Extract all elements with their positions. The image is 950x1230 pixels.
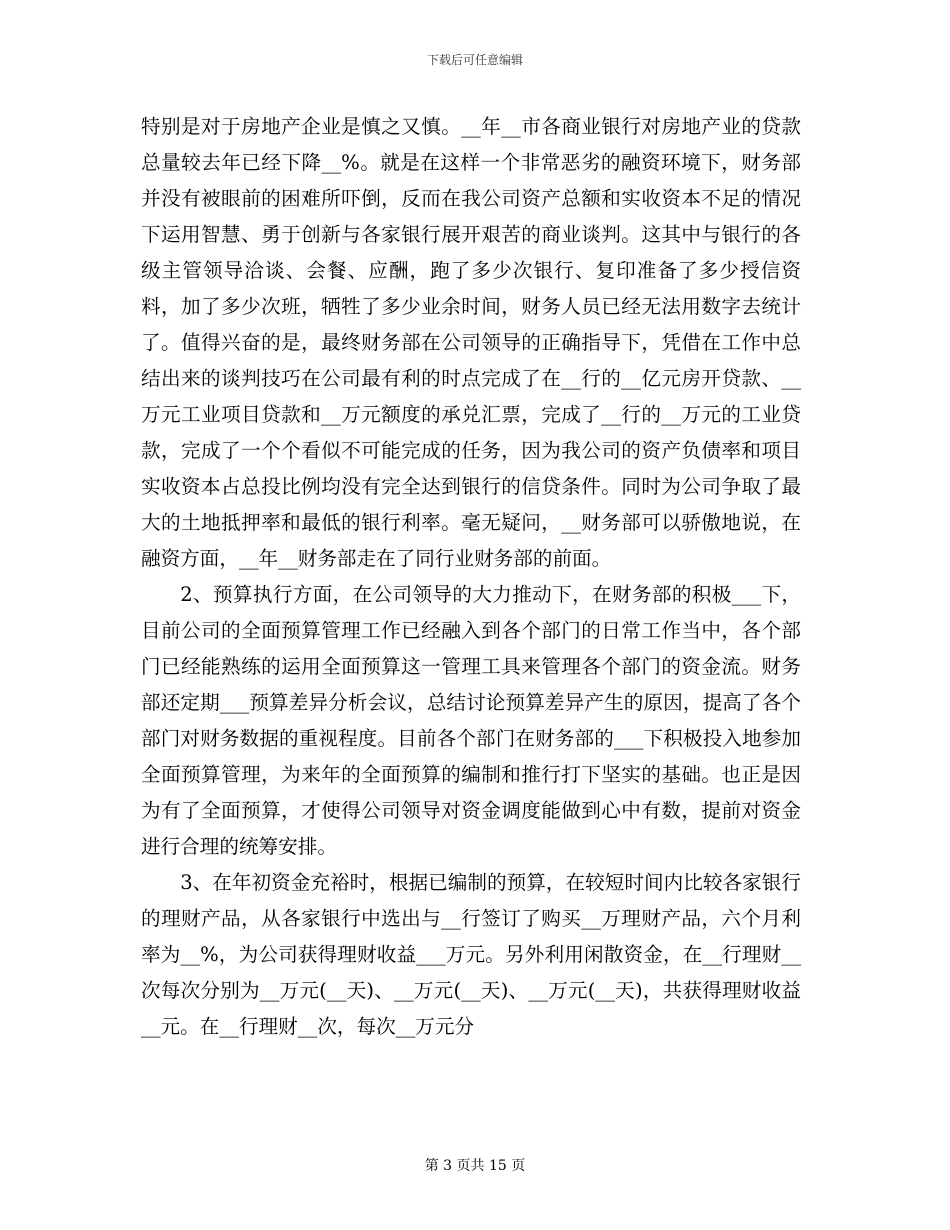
page-header: 下载后可任意编辑	[426, 53, 523, 67]
document-body	[141, 109, 801, 1045]
paragraph-budget-execution: 2、预算执行方面，在公司领导的大力推动下，在财务部的积极___下，目前公司的全面预算管理工作已经融入到各个部门的日常工作当中，各个部门已经能熟练的运用全面预算这一管理工具来管理各个部门的资金流。财务部还定期___预算差异分析会议，总结讨论预算差异产生的原因，提高了各个部门对财务数据的重视程度。目前各个部门在财务部的___下积极投入地参加全面预算管理，为来年的全面预算的编制和推行打下坚实的基础。也正是因为有了全面预算，才使得公司领导对资金调度能做到心中有数，提前对资金进行合理的统筹安排。	[141, 583, 801, 858]
page-number-footer: 第 3 页共 15 页	[424, 1158, 526, 1174]
paragraph-financing: 特别是对于房地产企业是慎之又慎。__年__市各商业银行对房地产业的贷款总量较去年已经下降__%。就是在这样一个非常恶劣的融资环境下，财务部并没有被眼前的困难所吓倒，反而在我公司资产总额和实收资本不足的情况下运用智慧、勇于创新与各家银行展开艰苦的商业谈判。这其中与银行的各级主管领导洽谈、会餐、应酬，跑了多少次银行、复印准备了多少授信资料，加了多少次班，牺牲了多少业余时间，财务人员已经无法用数字去统计了。值得兴奋的是，最终财务部在公司领导的正确指导下，凭借在工作中总结出来的谈判技巧在公司最有利的时点完成了在__行的__亿元房开贷款、__万元工业项目贷款和__万元额度的承兑汇票，完成了__行的__万元的工业贷款，完成了一个个看似不可能完成的任务，因为我公司的资产负债率和项目实收资本占总投比例均没有完全达到银行的信贷条件。同时为公司争取了最大的土地抵押率和最低的银行利率。毫无疑问，__财务部可以骄傲地说，在融资方面，__年__财务部走在了同行业财务部的前面。	[141, 115, 801, 570]
paragraph-wealth-management: 3、在年初资金充裕时，根据已编制的预算，在较短时间内比较各家银行的理财产品，从各家银行中选出与__行签订了购买__万理财产品，六个月利率为__%，为公司获得理财收益___万元。另外利用闲散资金，在__行理财__次每次分别为__万元(__天)、__万元(__天)、__万元(__天)，共获得理财收益__元。在__行理财__次，每次__万元分	[141, 871, 801, 1038]
